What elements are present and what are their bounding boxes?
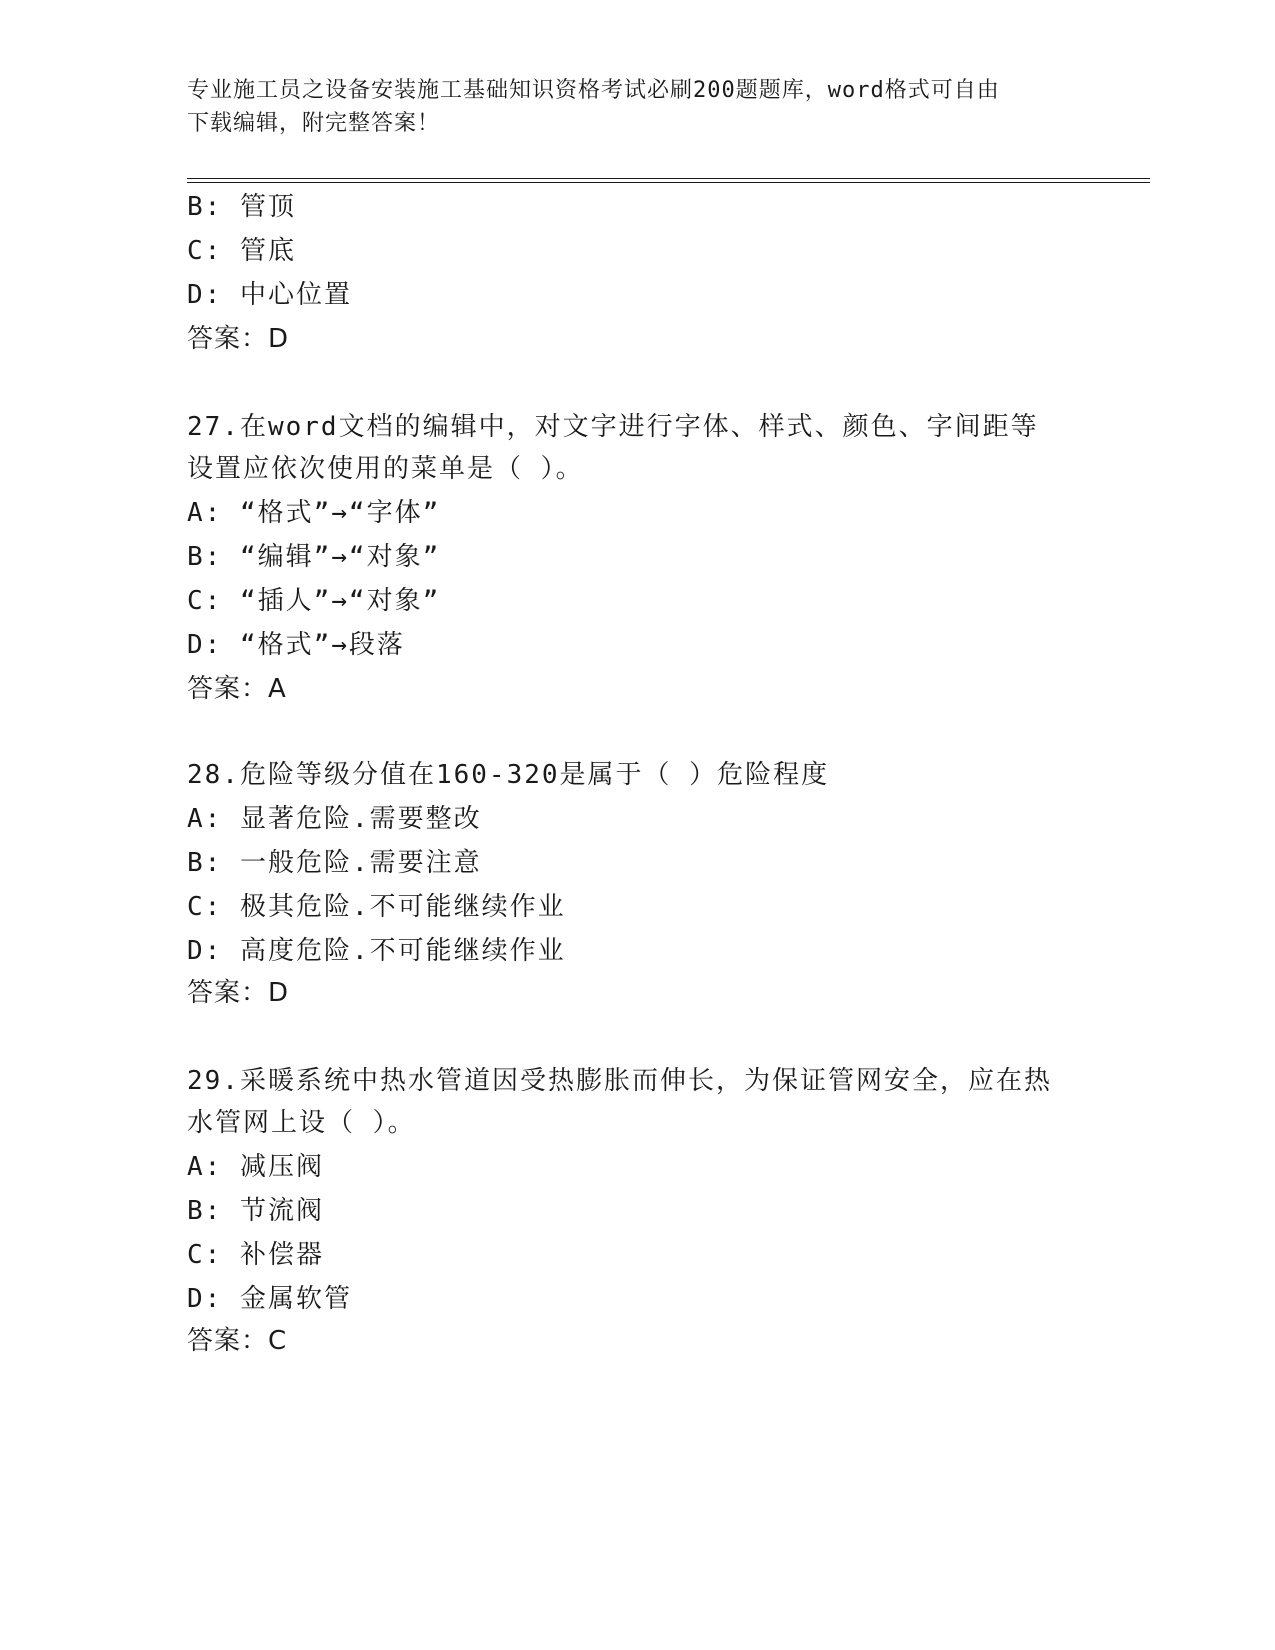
q26-option-b: B: 管顶 — [187, 192, 296, 222]
q27-option-b: B: “编辑”→“对象” — [187, 542, 441, 572]
q29-option-a: A: 减压阀 — [187, 1152, 324, 1182]
q27-option-d: D: “格式”→段落 — [187, 630, 405, 660]
q28-answer: 答案：D — [187, 978, 290, 1008]
q28-stem-line-1: 28.危险等级分值在160-320是属于（ ）危险程度 — [187, 760, 830, 790]
q29-stem-line-2: 水管网上设（ ）。 — [187, 1108, 416, 1138]
header-divider-top — [187, 178, 1150, 179]
q29-stem-line-1: 29.采暖系统中热水管道因受热膨胀而伸长，为保证管网安全，应在热 — [187, 1066, 1052, 1096]
q28-option-c: C: 极其危险.不可能继续作业 — [187, 892, 566, 922]
header-line-1: 专业施工员之设备安装施工基础知识资格考试必刷200题题库，word格式可自由 — [187, 78, 1000, 103]
q27-stem-line-1: 27.在word文档的编辑中，对文字进行字体、样式、颜色、字间距等 — [187, 412, 1039, 442]
q26-option-d: D: 中心位置 — [187, 280, 352, 310]
header-line-2: 下载编辑，附完整答案！ — [187, 111, 441, 136]
q29-answer: 答案：C — [187, 1326, 288, 1356]
q28-option-a: A: 显著危险.需要整改 — [187, 804, 482, 834]
q28-option-b: B: 一般危险.需要注意 — [187, 848, 482, 878]
q27-option-a: A: “格式”→“字体” — [187, 498, 441, 528]
q27-option-c: C: “插人”→“对象” — [187, 586, 441, 616]
document-header — [187, 74, 1087, 140]
q29-option-b: B: 节流阀 — [187, 1196, 324, 1226]
header-divider-bottom — [187, 182, 1150, 183]
q27-stem-line-2: 设置应依次使用的菜单是（ ）。 — [187, 454, 584, 484]
q28-option-d: D: 高度危险.不可能继续作业 — [187, 936, 566, 966]
q26-answer: 答案：D — [187, 324, 290, 354]
q26-option-c: C: 管底 — [187, 236, 296, 266]
q27-answer: 答案：A — [187, 674, 287, 704]
q29-option-d: D: 金属软管 — [187, 1284, 352, 1314]
q29-option-c: C: 补偿器 — [187, 1240, 324, 1270]
